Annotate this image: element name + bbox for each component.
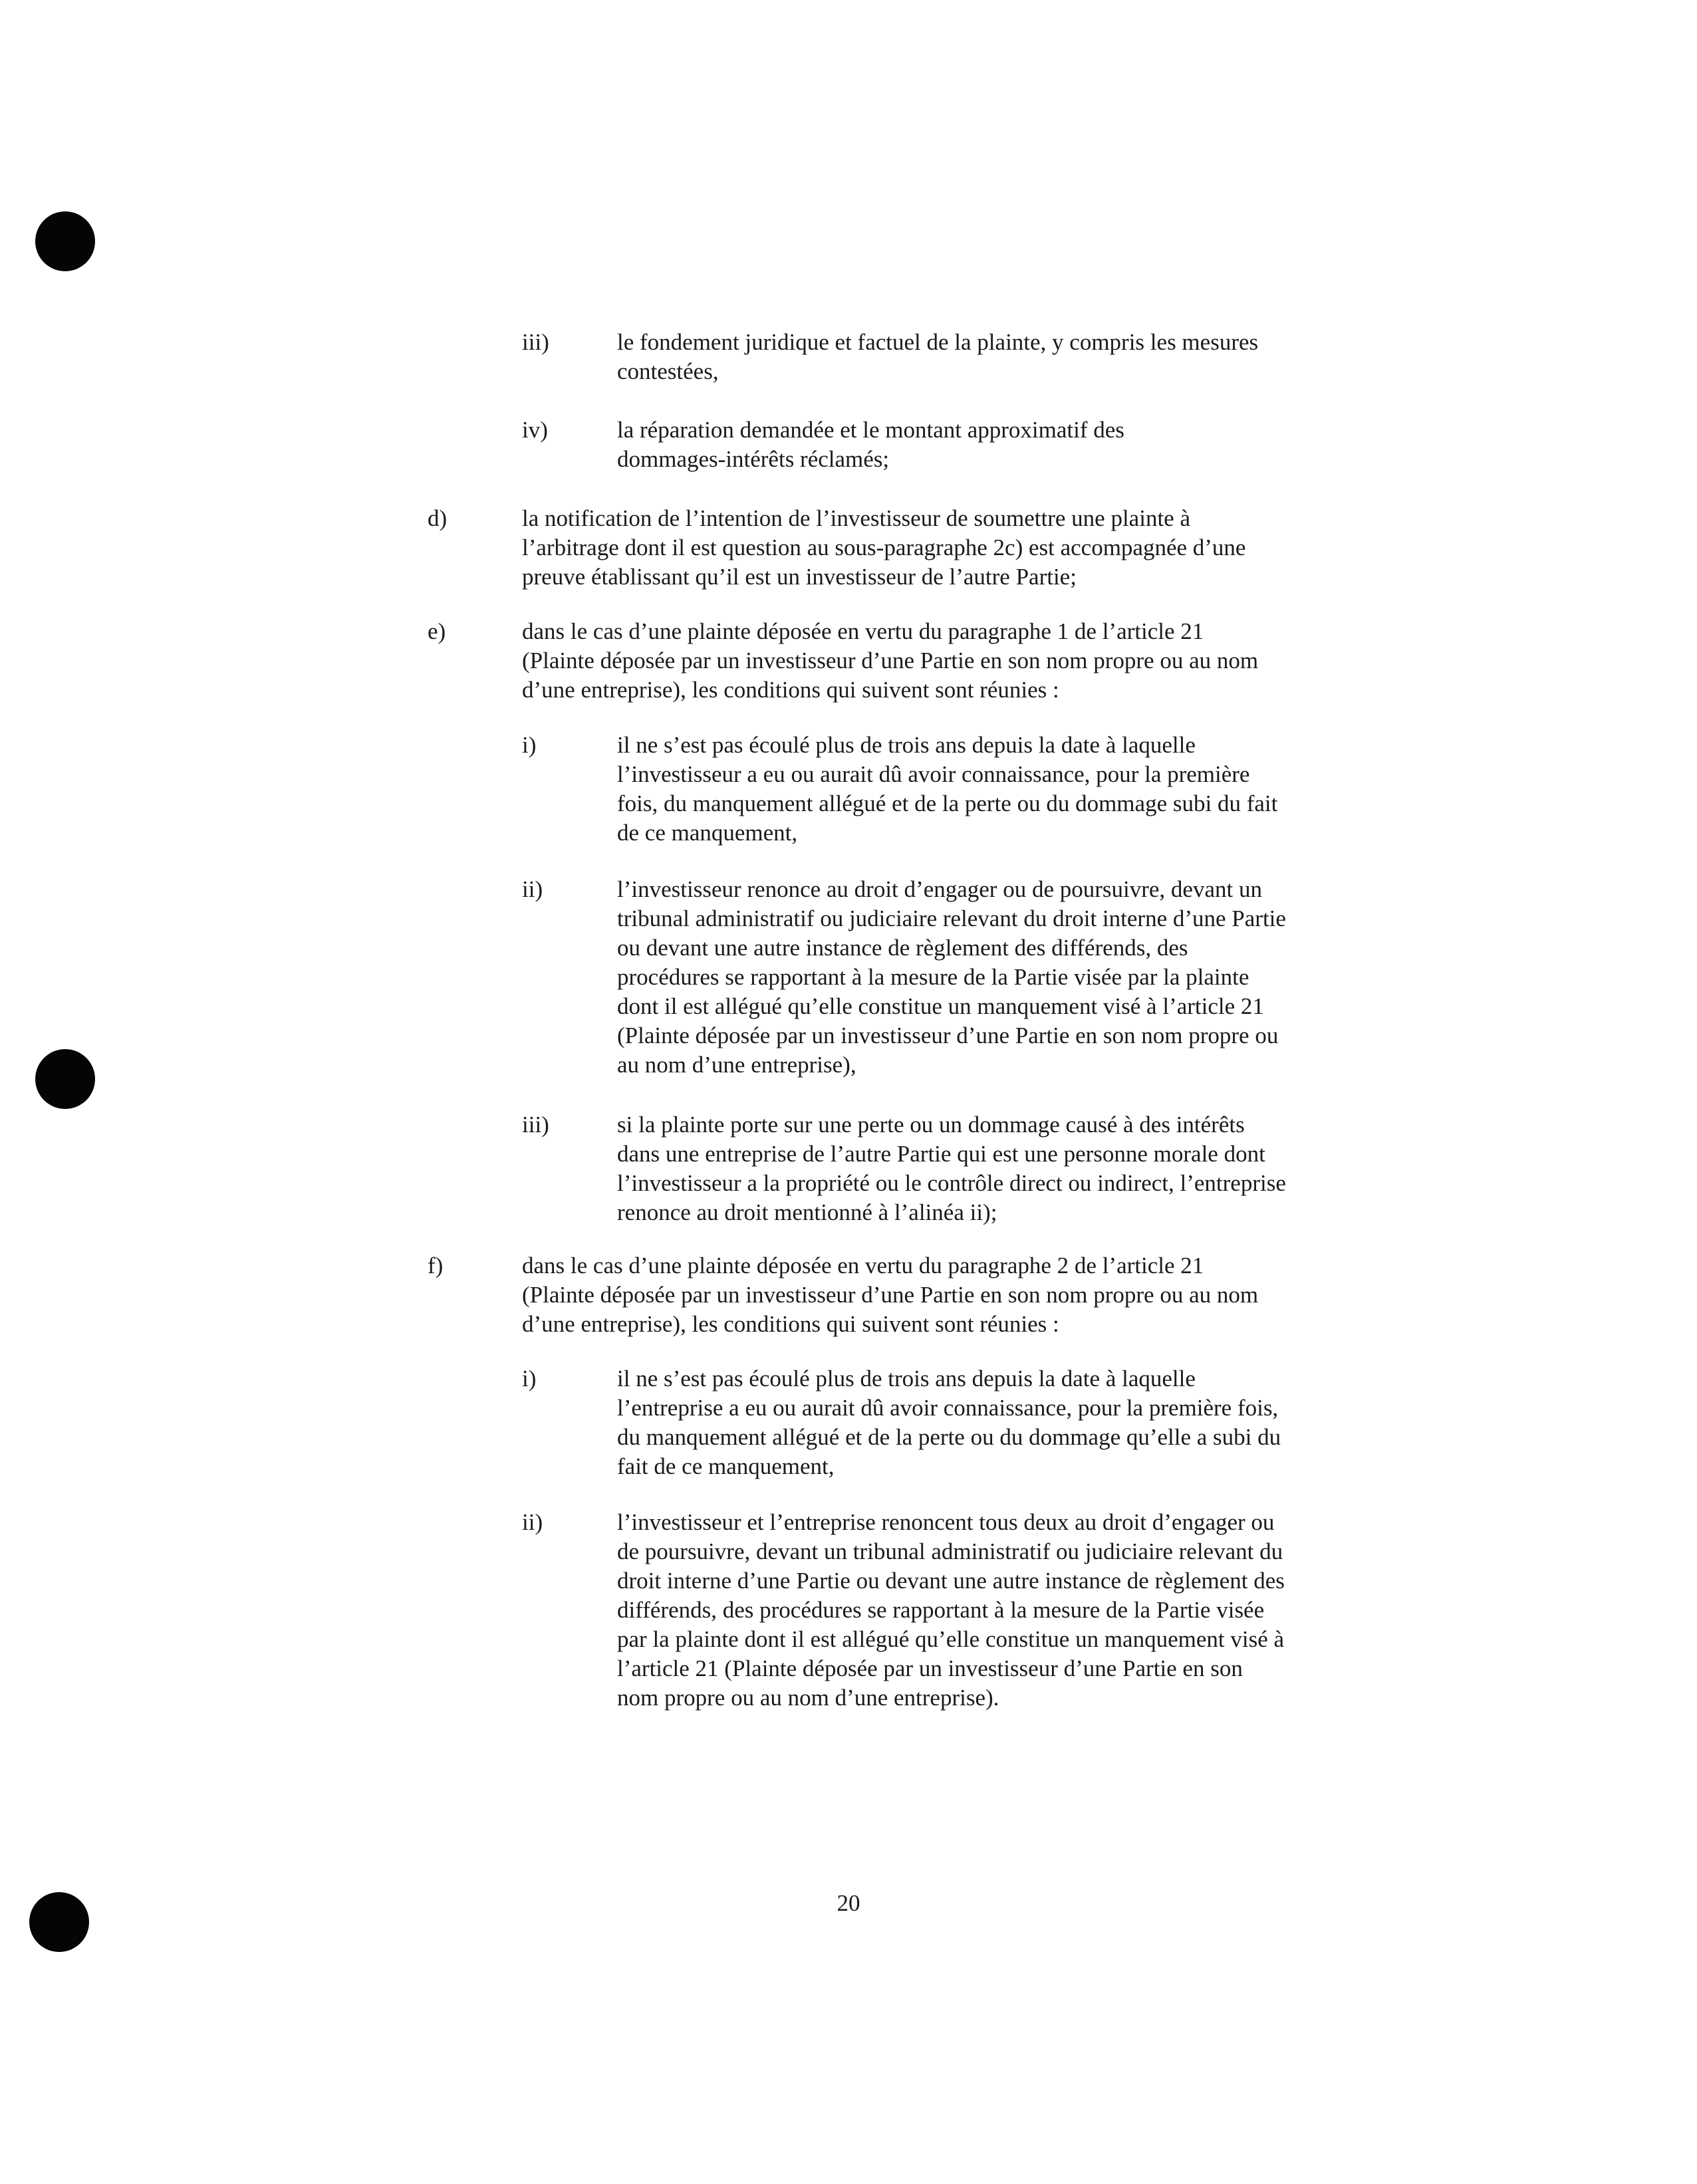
item-text: le fondement juridique et factuel de la plainte, y compris les mesures contestées, — [617, 329, 1259, 384]
item-text: la notification de l’intention de l’investisseur de soumettre une plainte à l’arbitrage dont il est question au sous-paragraphe 2c) est accompagnée d’une preuve établissant qu’il est un investisseur de l’autre Partie; — [522, 505, 1246, 590]
punch-hole — [35, 1049, 95, 1109]
item-marker: ii) — [522, 876, 543, 902]
item-text: l’investisseur renonce au droit d’engager ou de poursuivre, devant un tribunal administratif ou judiciaire relevant du droit interne d’une Partie ou devant une autre instance de règlement des différends, des procédures se rapportant à la mesure de la Partie visée par la plainte dont il est allégué qu’elle constitue un manquement visé à l’article 21 (Plainte déposée par un investisseur d’une Partie en son nom propre ou au nom d’une entreprise), — [617, 876, 1286, 1078]
item-marker: i) — [522, 732, 537, 758]
item-marker: i) — [522, 1366, 537, 1392]
item-text: il ne s’est pas écoulé plus de trois ans depuis la date à laquelle l’entreprise a eu ou aurait dû avoir connaissance, pour la première fois, du manquement allégué et de la perte ou du dommage qu’elle a subi du fait de ce manquement, — [617, 1366, 1281, 1479]
punch-hole — [35, 211, 95, 271]
item-marker: ii) — [522, 1509, 543, 1535]
item-marker: f) — [428, 1253, 444, 1278]
item-marker: d) — [428, 505, 448, 531]
item-text: dans le cas d’une plainte déposée en vertu du paragraphe 2 de l’article 21 (Plainte déposée par un investisseur d’une Partie en son nom propre ou au nom d’une entreprise), les conditions qui suivent sont réunies : — [522, 1253, 1259, 1337]
item-text: dans le cas d’une plainte déposée en vertu du paragraphe 1 de l’article 21 (Plainte déposée par un investisseur d’une Partie en son nom propre ou au nom d’une entreprise), les conditions qui suivent sont réunies : — [522, 618, 1259, 703]
item-text: la réparation demandée et le montant approximatif des dommages-intérêts réclamés; — [617, 417, 1124, 472]
item-marker: e) — [428, 618, 446, 644]
page-number: 20 — [837, 1890, 860, 1916]
item-text: si la plainte porte sur une perte ou un dommage causé à des intérêts dans une entreprise de l’autre Partie qui est une personne morale dont l’investisseur a la propriété ou le contrôle direct ou indirect, l’entreprise renonce au droit mentionné à l’alinéa ii); — [617, 1112, 1286, 1225]
item-text: l’investisseur et l’entreprise renoncent tous deux au droit d’engager ou de poursuivre, devant un tribunal administratif ou judiciaire relevant du droit interne d’une Partie ou devant une autre instance de règlement des différends, des procédures se rapportant à la mesure de la Partie visée par la plainte dont il est allégué qu’elle constitue un manquement visé à l’article 21 (Plainte déposée par un investisseur d’une Partie en son nom propre ou au nom d’une entreprise). — [617, 1509, 1285, 1711]
item-marker: iv) — [522, 417, 548, 443]
item-marker: iii) — [522, 329, 549, 355]
item-marker: iii) — [522, 1112, 549, 1138]
item-text: il ne s’est pas écoulé plus de trois ans depuis la date à laquelle l’investisseur a eu ou aurait dû avoir connaissance, pour la première fois, du manquement allégué et de la perte ou du dommage subi du fait de ce manquement, — [617, 732, 1278, 846]
